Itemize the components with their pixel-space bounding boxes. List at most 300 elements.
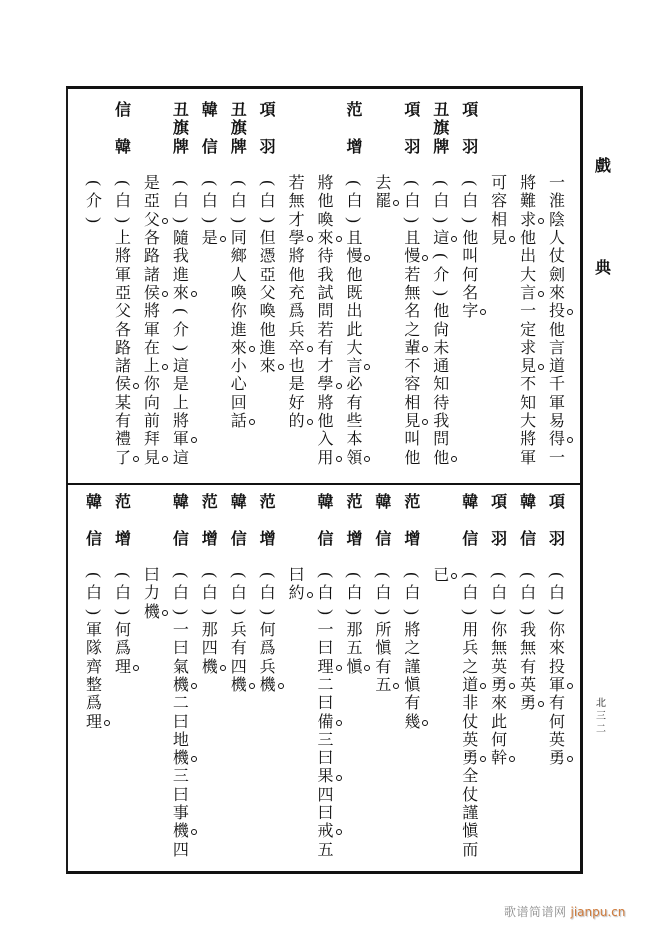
glyph: ( — [432, 180, 452, 187]
glyph: ( — [461, 572, 481, 579]
glyph: ( — [345, 572, 365, 579]
glyph: 拜 — [143, 429, 160, 449]
glyph: 旗 — [172, 118, 189, 138]
glyph: 侯 — [114, 374, 131, 394]
glyph: 信 — [462, 528, 479, 548]
glyph: ( — [548, 572, 568, 579]
glyph: 他 — [288, 264, 305, 284]
glyph: 此 — [491, 711, 508, 731]
glyph: 若 — [317, 319, 334, 339]
glyph: 我 — [520, 620, 537, 640]
glyph: 了 — [114, 447, 131, 467]
dialogue-text — [461, 566, 479, 859]
glyph: 入 — [317, 429, 334, 449]
running-header-title-top — [594, 157, 610, 175]
script-column — [427, 493, 456, 584]
glyph: 韓 — [375, 492, 392, 511]
glyph: ) — [171, 609, 191, 615]
glyph: 慢 — [404, 246, 421, 266]
glyph: 備 — [317, 711, 334, 731]
glyph: 愼 — [375, 638, 392, 658]
glyph: 喚 — [317, 209, 334, 229]
script-column — [253, 493, 282, 694]
script-column — [282, 101, 311, 430]
glyph: 勇 — [462, 748, 479, 768]
glyph: ( — [519, 572, 539, 579]
glyph: 勇 — [520, 693, 537, 713]
glyph: 仗 — [462, 784, 479, 804]
glyph: 充 — [288, 282, 305, 302]
glyph: 小 — [230, 356, 247, 376]
glyph: 何 — [549, 711, 566, 731]
glyph: 牌 — [230, 136, 247, 156]
glyph: ( — [171, 308, 191, 315]
glyph: 有 — [404, 693, 421, 713]
glyph: 爲 — [259, 638, 276, 658]
glyph: 羽 — [404, 136, 421, 156]
glyph: 用 — [462, 620, 479, 640]
glyph: 出 — [520, 246, 537, 266]
glyph: ) — [200, 217, 220, 223]
glyph: 才 — [317, 356, 334, 376]
glyph: ( — [114, 572, 134, 579]
script-column — [109, 101, 138, 467]
glyph: 全 — [462, 766, 479, 786]
script-column — [543, 493, 572, 767]
glyph: ) — [229, 609, 249, 615]
glyph: 話 — [230, 411, 247, 431]
glyph: 英 — [549, 729, 566, 749]
glyph: 有 — [346, 392, 363, 412]
glyph: 上 — [172, 392, 189, 412]
glyph: 父 — [114, 301, 131, 321]
script-column — [456, 493, 485, 859]
glyph: 增 — [346, 136, 363, 156]
speaker-name — [317, 493, 335, 548]
glyph: ) — [374, 609, 394, 615]
glyph: 將 — [143, 301, 160, 321]
speaker-name — [432, 101, 450, 156]
script-column — [80, 493, 109, 731]
speaker-name — [345, 493, 363, 548]
glyph: 有 — [549, 693, 566, 713]
dialogue-text — [345, 566, 363, 676]
glyph: 這 — [172, 356, 189, 376]
speaker-name — [114, 493, 132, 548]
glyph: 機 — [259, 674, 276, 694]
glyph: ) — [345, 609, 365, 615]
glyph: 你 — [491, 620, 508, 640]
dialogue-text — [259, 566, 277, 694]
glyph: 用 — [317, 447, 334, 467]
glyph: ( — [490, 572, 510, 579]
glyph: 容 — [404, 374, 421, 394]
glyph: 信 — [114, 100, 131, 119]
glyph: ) — [258, 609, 278, 615]
glyph: 知 — [520, 392, 537, 412]
glyph: 三 — [172, 766, 189, 786]
glyph: 出 — [346, 301, 363, 321]
glyph: 范 — [114, 492, 131, 511]
glyph: 淮 — [549, 191, 566, 211]
dialogue-text — [403, 174, 421, 467]
glyph: 來 — [549, 638, 566, 658]
glyph: 謹 — [404, 656, 421, 676]
glyph: 曰 — [172, 638, 189, 658]
glyph: 白 — [172, 191, 189, 211]
glyph: 亞 — [114, 282, 131, 302]
glyph: ( — [403, 180, 423, 187]
glyph: 言 — [346, 356, 363, 376]
glyph: ( — [85, 180, 105, 187]
glyph: 愼 — [462, 821, 479, 841]
glyph: 白 — [346, 583, 363, 603]
glyph: 信 — [172, 528, 189, 548]
glyph: 曰 — [317, 638, 334, 658]
glyph: 他 — [433, 447, 450, 467]
glyph: 二 — [317, 674, 334, 694]
glyph: 軍 — [172, 429, 189, 449]
glyph: 向 — [143, 392, 160, 412]
glyph: 這 — [433, 228, 450, 248]
glyph: 韓 — [230, 492, 247, 511]
glyph: 將 — [317, 173, 334, 193]
section-divider — [67, 483, 581, 485]
lower-script-section — [80, 493, 572, 859]
glyph: 前 — [143, 411, 160, 431]
glyph: 問 — [317, 301, 334, 321]
glyph: 憑 — [259, 246, 276, 266]
glyph: 羽 — [259, 136, 276, 156]
glyph: 白 — [491, 583, 508, 603]
glyph: 韓 — [114, 136, 131, 156]
glyph: 難 — [520, 191, 537, 211]
glyph: 見 — [491, 228, 508, 248]
glyph: 他 — [259, 319, 276, 339]
glyph: 軍 — [86, 620, 103, 640]
glyph: 他 — [520, 228, 537, 248]
glyph: 些 — [346, 411, 363, 431]
script-column — [109, 493, 138, 676]
glyph: 項 — [462, 100, 479, 119]
script-column — [311, 101, 340, 467]
glyph: 兵 — [288, 319, 305, 339]
script-column — [514, 493, 543, 713]
glyph: 隊 — [86, 638, 103, 658]
glyph: 叫 — [462, 246, 479, 266]
glyph: 四 — [201, 638, 218, 658]
glyph: 我 — [172, 246, 189, 266]
glyph: 且 — [346, 228, 363, 248]
glyph: 禮 — [114, 429, 131, 449]
glyph: 白 — [375, 583, 392, 603]
glyph: 二 — [596, 724, 606, 735]
glyph: 侯 — [143, 282, 160, 302]
glyph: 去 — [375, 173, 392, 193]
script-column — [543, 101, 572, 467]
glyph: 你 — [143, 374, 160, 394]
dialogue-text — [317, 566, 335, 859]
glyph: 氣 — [172, 656, 189, 676]
glyph: 英 — [491, 656, 508, 676]
glyph: ( — [114, 180, 134, 187]
glyph: 白 — [114, 191, 131, 211]
glyph: 韓 — [201, 100, 218, 119]
glyph: 旗 — [433, 118, 450, 138]
dialogue-text — [230, 566, 248, 694]
glyph: 字 — [462, 301, 479, 321]
dialogue-text — [201, 174, 219, 247]
speaker-name — [114, 101, 132, 156]
dialogue-text — [143, 174, 161, 467]
speaker-name — [172, 101, 190, 156]
glyph: 軍 — [114, 264, 131, 284]
glyph: ( — [403, 572, 423, 579]
glyph: 羽 — [549, 528, 566, 548]
glyph: 幾 — [404, 711, 421, 731]
glyph: 有 — [375, 656, 392, 676]
glyph: 白 — [346, 191, 363, 211]
glyph: 道 — [462, 674, 479, 694]
glyph: 軍 — [143, 319, 160, 339]
glyph: 好 — [288, 392, 305, 412]
glyph: 爲 — [288, 301, 305, 321]
glyph: 易 — [549, 411, 566, 431]
glyph: 的 — [288, 411, 305, 431]
glyph: 不 — [520, 374, 537, 394]
glyph: 白 — [172, 583, 189, 603]
glyph: 何 — [462, 264, 479, 284]
glyph: 四 — [230, 656, 247, 676]
glyph: 非 — [462, 693, 479, 713]
glyph: 丑 — [172, 100, 189, 119]
glyph: ( — [200, 572, 220, 579]
glyph: 白 — [549, 583, 566, 603]
glyph: 范 — [201, 492, 218, 511]
watermark-site-name: 歌谱简谱网 — [504, 905, 567, 919]
glyph: 一 — [549, 447, 566, 467]
script-column — [340, 101, 369, 467]
dialogue-text — [432, 174, 450, 467]
glyph: 白 — [86, 583, 103, 603]
glyph: 試 — [317, 282, 334, 302]
glyph: 可 — [491, 173, 508, 193]
glyph: 喚 — [259, 301, 276, 321]
glyph: 求 — [520, 337, 537, 357]
glyph: 爲 — [86, 693, 103, 713]
script-column — [485, 493, 514, 767]
glyph: 諸 — [143, 264, 160, 284]
glyph: 范 — [346, 100, 363, 119]
glyph: ) — [548, 609, 568, 615]
glyph: 戒 — [317, 821, 334, 841]
glyph: 典 — [594, 258, 611, 277]
glyph: 將 — [288, 246, 305, 266]
glyph: 將 — [520, 173, 537, 193]
glyph: 叫 — [404, 429, 421, 449]
glyph: 無 — [491, 638, 508, 658]
glyph: 有 — [230, 638, 247, 658]
glyph: 機 — [172, 674, 189, 694]
glyph: 亞 — [143, 191, 160, 211]
speaker-name — [259, 101, 277, 156]
glyph: 鄉 — [230, 246, 247, 266]
glyph: 這 — [172, 447, 189, 467]
glyph: 軍 — [520, 447, 537, 467]
glyph: ) — [171, 217, 191, 223]
glyph: 心 — [230, 374, 247, 394]
glyph: 曰 — [288, 565, 305, 585]
glyph: 之 — [462, 656, 479, 676]
glyph: 知 — [433, 374, 450, 394]
script-column — [340, 493, 369, 676]
dialogue-text — [374, 566, 392, 694]
glyph: 項 — [491, 492, 508, 511]
glyph: 進 — [259, 337, 276, 357]
glyph: 而 — [462, 839, 479, 859]
dialogue-text — [345, 174, 363, 467]
glyph: 白 — [462, 583, 479, 603]
glyph: 罷 — [375, 191, 392, 211]
glyph: 爲 — [114, 638, 131, 658]
dialogue-text — [143, 566, 161, 621]
speaker-name — [230, 101, 248, 156]
glyph: 相 — [404, 392, 421, 412]
dialogue-text — [519, 566, 537, 712]
glyph: 陰 — [549, 209, 566, 229]
glyph: 投 — [549, 656, 566, 676]
glyph: 言 — [520, 282, 537, 302]
glyph: ( — [171, 572, 191, 579]
speaker-name — [461, 101, 479, 156]
glyph: 何 — [491, 729, 508, 749]
glyph: 他 — [404, 447, 421, 467]
glyph: 白 — [433, 191, 450, 211]
glyph: 容 — [491, 191, 508, 211]
glyph: 各 — [114, 319, 131, 339]
glyph: 學 — [317, 374, 334, 394]
glyph: 有 — [317, 337, 334, 357]
script-column — [195, 101, 224, 247]
glyph: ( — [229, 572, 249, 579]
speaker-name — [403, 101, 421, 156]
glyph: ) — [85, 609, 105, 615]
glyph: 必 — [346, 374, 363, 394]
glyph: ( — [345, 180, 365, 187]
glyph: 千 — [549, 374, 566, 394]
script-column — [282, 493, 311, 603]
glyph: 是 — [288, 374, 305, 394]
glyph: 言 — [549, 337, 566, 357]
glyph: 機 — [172, 748, 189, 768]
glyph: 勇 — [491, 674, 508, 694]
glyph: 他 — [317, 191, 334, 211]
dialogue-text — [114, 566, 132, 676]
script-column — [166, 101, 195, 467]
glyph: 曰 — [172, 711, 189, 731]
glyph: 名 — [404, 301, 421, 321]
glyph: 信 — [375, 528, 392, 548]
dialogue-text — [288, 566, 306, 603]
glyph: 兵 — [259, 656, 276, 676]
glyph: ) — [519, 609, 539, 615]
glyph: 將 — [172, 411, 189, 431]
glyph: ) — [461, 609, 481, 615]
glyph: 范 — [346, 492, 363, 511]
script-column — [369, 493, 398, 694]
glyph: 項 — [259, 100, 276, 119]
glyph: 通 — [433, 356, 450, 376]
glyph: 介 — [433, 264, 450, 284]
dialogue-text — [461, 174, 479, 320]
glyph: 之 — [404, 638, 421, 658]
glyph: 之 — [404, 319, 421, 339]
glyph: 增 — [346, 528, 363, 548]
glyph: ( — [258, 572, 278, 579]
glyph: 某 — [114, 392, 131, 412]
glyph: 范 — [404, 492, 421, 511]
glyph: 信 — [317, 528, 334, 548]
glyph: 亞 — [259, 264, 276, 284]
glyph: 英 — [520, 674, 537, 694]
glyph: 投 — [549, 301, 566, 321]
glyph: 大 — [520, 264, 537, 284]
upper-script-section — [80, 101, 572, 467]
glyph: 仗 — [462, 711, 479, 731]
glyph: 劍 — [549, 264, 566, 284]
glyph: 地 — [172, 729, 189, 749]
speaker-name — [230, 493, 248, 548]
glyph: 白 — [520, 583, 537, 603]
dialogue-text — [259, 174, 277, 375]
glyph: 理 — [317, 656, 334, 676]
glyph: ) — [461, 217, 481, 223]
glyph: 有 — [114, 411, 131, 431]
speaker-name — [461, 493, 479, 548]
glyph: 韓 — [172, 492, 189, 511]
script-column — [456, 101, 485, 321]
glyph: 人 — [549, 228, 566, 248]
glyph: 他 — [549, 319, 566, 339]
glyph: ( — [200, 180, 220, 187]
glyph: 我 — [433, 411, 450, 431]
glyph: 四 — [172, 839, 189, 859]
dialogue-text — [172, 174, 190, 467]
glyph: ( — [85, 572, 105, 579]
glyph: 名 — [462, 282, 479, 302]
glyph: 人 — [230, 264, 247, 284]
glyph: ( — [171, 180, 191, 187]
glyph: 將 — [317, 392, 334, 412]
glyph: 旗 — [230, 118, 247, 138]
glyph: 丑 — [230, 100, 247, 119]
script-column — [485, 101, 514, 247]
glyph: ) — [114, 217, 134, 223]
glyph: 白 — [201, 583, 218, 603]
glyph: 此 — [346, 319, 363, 339]
script-column — [253, 101, 282, 375]
glyph: 力 — [143, 583, 160, 603]
glyph: 何 — [114, 620, 131, 640]
glyph: 白 — [259, 191, 276, 211]
glyph: 幹 — [491, 748, 508, 768]
glyph: 也 — [288, 356, 305, 376]
glyph: 羽 — [462, 136, 479, 156]
glyph: 白 — [404, 191, 421, 211]
speaker-name — [548, 493, 566, 548]
glyph: 愼 — [404, 674, 421, 694]
glyph: 本 — [346, 429, 363, 449]
